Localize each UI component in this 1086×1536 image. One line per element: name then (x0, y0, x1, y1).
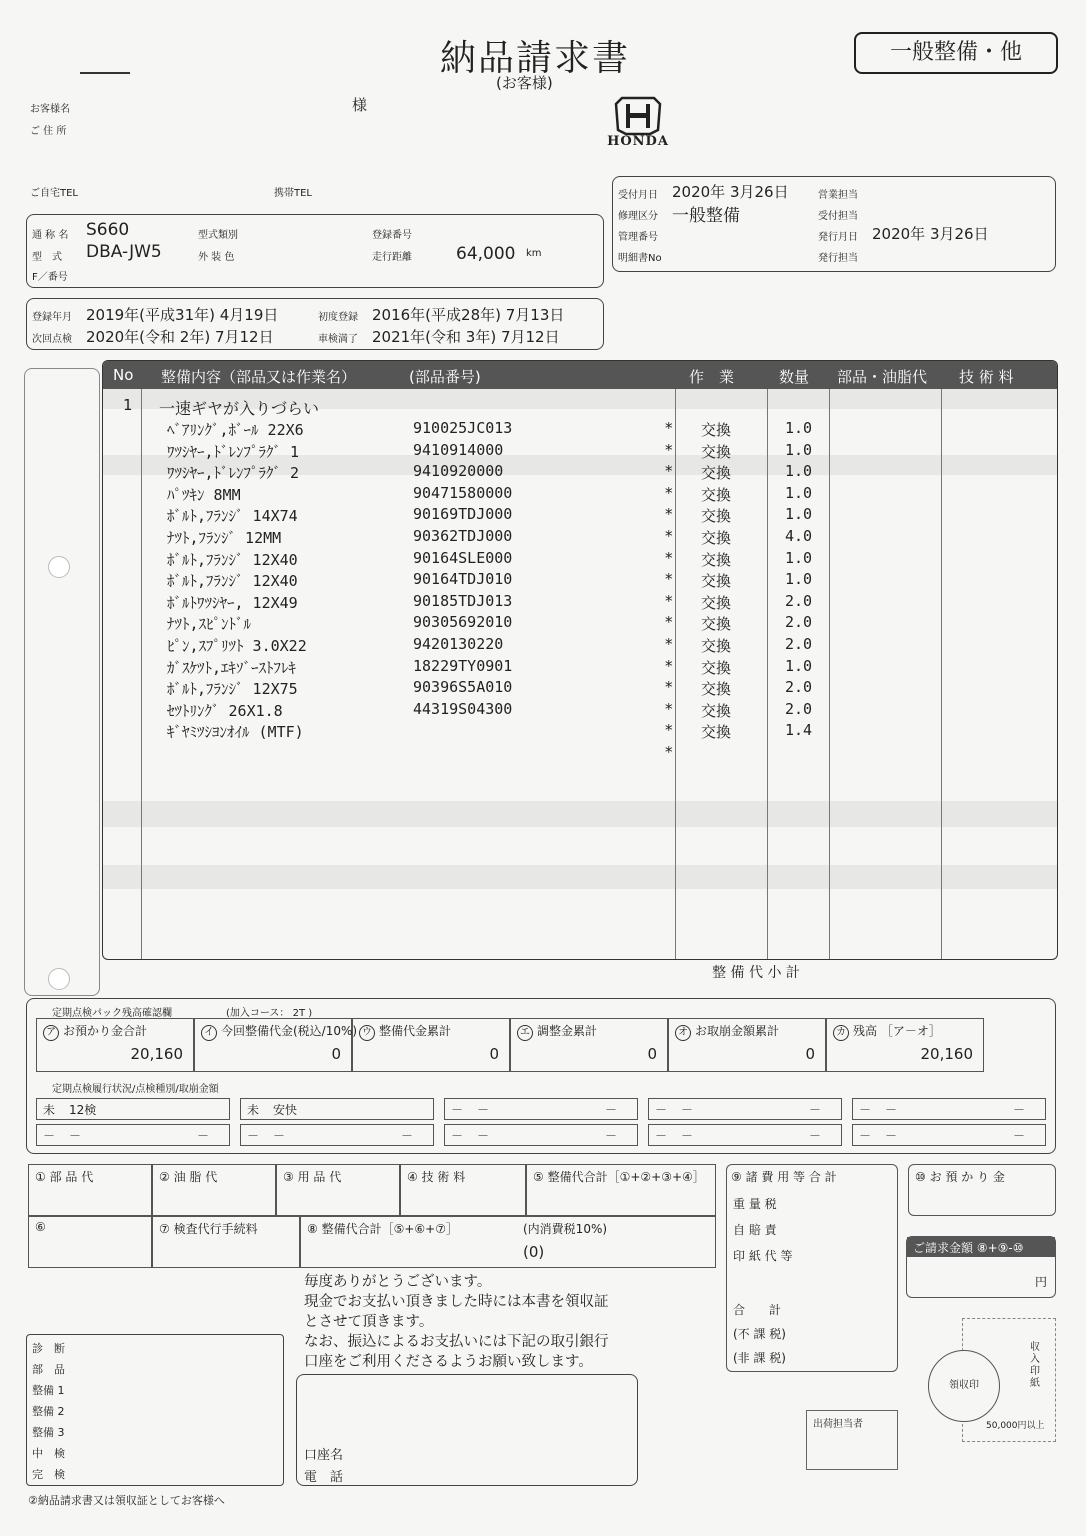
item-name: ﾎﾞﾙﾄ,ﾌﾗﾝｼﾞ 12X75 (167, 680, 298, 699)
table-row (103, 677, 1057, 699)
reg-date: 2019年(平成31年) 4月19日 (86, 306, 279, 324)
item-name: ﾅﾂﾄ,ｽﾋﾟﾝﾄﾞﾙ (167, 615, 252, 634)
part-number: 90185TDJ013 (413, 591, 513, 610)
check-label: 整備 2 (32, 1405, 65, 1418)
mileage-unit: km (526, 248, 542, 259)
pack-col: エ 調整金累計 0 (510, 1018, 668, 1072)
pack-value: 20,160 (130, 1045, 183, 1063)
item-mark: * (665, 548, 673, 567)
item-name: ﾎﾞﾙﾄ,ﾌﾗﾝｼﾞ 12X40 (167, 572, 298, 591)
address-label: ご 住 所 (30, 126, 67, 137)
category-badge: 一般整備・他 (854, 32, 1058, 74)
table-row (103, 418, 1057, 440)
check-label: 部 品 (32, 1363, 65, 1376)
item-mark: * (665, 527, 673, 545)
item-mark: * (665, 591, 673, 610)
col-no: No (113, 366, 134, 384)
model-label: 型 式 (32, 252, 62, 263)
table-row (103, 656, 1057, 678)
shaken-date: 2021年(令和 3年) 7月12日 (372, 328, 560, 346)
vehicle-name-label: 通 称 名 (32, 230, 69, 241)
work-type: 交換 (701, 637, 732, 655)
quantity: 1.0 (785, 570, 813, 589)
revenue-stamp-label: 収入印紙 (1030, 1342, 1040, 1389)
check-label: 完 検 (32, 1468, 65, 1481)
check-label: 中 検 (32, 1447, 65, 1460)
home-tel-label: ご自宅TEL (30, 188, 78, 199)
table-row (103, 591, 1057, 613)
cost-subtotal: ⑤ 整備代合計［①+②+③+④］ (526, 1164, 716, 1216)
next-inspect-label: 次回点検 (32, 334, 72, 345)
mobile-tel-label: 携帯TEL (274, 188, 312, 199)
history-cell: － － － (444, 1098, 638, 1120)
part-number: 910025JC013 (413, 419, 513, 437)
item-name: ﾅﾂﾄ,ﾌﾗﾝｼﾞ 12MM (167, 529, 282, 547)
part-number: 90362TDJ000 (413, 527, 513, 545)
part-number: 90305692010 (413, 613, 513, 632)
item-name: ﾎﾞﾙﾄ,ﾌﾗﾝｼﾞ 12X40 (167, 550, 298, 569)
subtotal-label: 整 備 代 小 計 (712, 965, 800, 981)
item-name: ﾎﾞﾙﾄﾜﾂｼﾔｰ, 12X49 (167, 593, 298, 612)
part-number: 90396S5A010 (413, 678, 513, 697)
item-name: ﾊﾟﾂｷﾝ 8MM (167, 485, 241, 504)
deposit-box: ⑩ お 預 か り 金 (908, 1164, 1056, 1216)
pack-course: (加入コース： 2T ) (226, 1008, 313, 1019)
quantity: 1.0 (785, 419, 813, 437)
work-type: 交換 (701, 658, 732, 677)
color-label: 外 装 色 (198, 252, 235, 263)
item-mark: * (665, 483, 673, 502)
reg-date-label: 登録年月 (32, 312, 72, 323)
pack-col: ア お預かり金合計 20,160 (36, 1018, 194, 1072)
history-cell: － － － (444, 1124, 638, 1146)
fees-box: ⑨ 諸 費 用 等 合 計 重 量 税 自 賠 責 印 紙 代 等 合 計 (不 課 税) (非 課 税) (726, 1164, 898, 1372)
work-type: 交換 (701, 593, 732, 612)
row-band (103, 865, 1057, 889)
pack-col: カ 残高 ［ア－オ］ 20,160 (826, 1018, 984, 1072)
honda-logo (598, 96, 678, 150)
item-mark: * (665, 656, 673, 675)
reception-label: 受付担当 (818, 211, 858, 222)
quantity: 2.0 (785, 591, 813, 610)
pack-value: 0 (331, 1045, 341, 1063)
history-cell: － － － (648, 1124, 842, 1146)
col-part-no: (部品番号) (409, 368, 481, 386)
part-number: 9410920000 (413, 462, 504, 481)
work-type: 交換 (701, 529, 732, 547)
footer-note: ②納品請求書又は領収証としてお客様へ (28, 1494, 225, 1507)
stamp-threshold: 50,000円以上 (986, 1421, 1045, 1431)
statement-no-label: 明細書No (618, 253, 662, 264)
part-number: 44319S04300 (413, 699, 513, 718)
binding-margin (24, 368, 100, 996)
receipt-seal: 領収印 (928, 1350, 1000, 1422)
item-mark: * (665, 613, 673, 632)
pack-col: ウ 整備代金累計 0 (352, 1018, 510, 1072)
part-number: 9410914000 (413, 440, 504, 459)
cost-inspection-fee: ⑦ 検査代行手続料 (152, 1216, 300, 1268)
item-mark: * (665, 570, 673, 589)
quantity: 1.0 (785, 462, 813, 481)
work-type: 交換 (701, 421, 732, 439)
sales-label: 営業担当 (818, 190, 858, 201)
honda-h-icon (598, 96, 678, 136)
work-type: 交換 (701, 485, 732, 504)
item-mark: * (665, 699, 673, 718)
circle-mark: イ (201, 1025, 217, 1041)
col-content: 整備内容（部品又は作業名） (161, 368, 357, 386)
item-mark: * (665, 505, 673, 524)
quantity: 1.0 (785, 483, 813, 502)
mileage-label: 走行距離 (372, 252, 412, 263)
task-row (103, 395, 1057, 417)
work-type: 交換 (701, 550, 732, 569)
item-name: ﾋﾟﾝ,ｽﾌﾟﾘﾂﾄ 3.0X22 (167, 637, 307, 655)
pack-col: イ 今回整備代金(税込/10%) 0 (194, 1018, 352, 1072)
mileage-value: 64,000 (456, 244, 516, 264)
work-type: 交換 (701, 572, 732, 591)
type-class-label: 型式類別 (198, 230, 238, 241)
task-title: 一速ギヤが入りづらい (159, 399, 320, 418)
table-row (103, 504, 1057, 526)
work-type: 交換 (701, 507, 732, 526)
part-number: 90169TDJ000 (413, 505, 513, 524)
check-label: 整備 1 (32, 1384, 65, 1397)
cost-parts: ① 部 品 代 (28, 1164, 152, 1216)
work-type: 交換 (701, 680, 732, 699)
item-name: ﾜﾂｼﾔｰ,ﾄﾞﾚﾝﾌﾟﾗｸﾞ 2 (167, 464, 300, 483)
received-date: 2020年 3月26日 (672, 183, 789, 201)
quantity: 2.0 (785, 613, 813, 632)
item-mark: * (665, 419, 673, 437)
quantity: 2.0 (785, 699, 813, 718)
doc-subtitle: (お客様) (496, 74, 553, 92)
shaken-label: 車検満了 (318, 334, 358, 345)
quantity: 1.0 (785, 656, 813, 675)
col-parts: 部品・油脂代 (837, 368, 928, 386)
quantity: 1.0 (785, 505, 813, 524)
vehicle-name: S660 (86, 220, 130, 240)
thanks-message: 毎度ありがとうございます。 現金でお支払い頂きました時には本書を領収証 とさせて頂きます。 なお、振込によるお支払いには下記の取引銀行 口座をご利用くださるようお願い致します。 (304, 1274, 609, 1370)
item-name: ﾜﾂｼﾔｰ,ﾄﾞﾚﾝﾌﾟﾗｸﾞ 1 (167, 442, 300, 461)
check-label: 診 断 (32, 1342, 65, 1355)
work-type: 交換 (701, 615, 732, 634)
pack-value: 20,160 (920, 1045, 973, 1063)
pack-value: 0 (489, 1045, 499, 1063)
history-cell: － － － (240, 1124, 434, 1146)
history-cell: － － － (852, 1098, 1046, 1120)
part-number: 18229TY0901 (413, 656, 513, 675)
part-number: 90164TDJ010 (413, 570, 513, 589)
repair-type: 一般整備 (672, 206, 740, 226)
item-mark: * (665, 743, 673, 761)
table-row (103, 612, 1057, 634)
row-band (103, 801, 1057, 827)
work-type: 交換 (701, 723, 732, 742)
part-number: 9420130220 (413, 635, 504, 653)
item-name: ｾﾂﾄﾘﾝｸﾞ 26X1.8 (167, 701, 283, 720)
bank-box (296, 1374, 638, 1486)
history-cell: － － － (648, 1098, 842, 1120)
table-row (103, 548, 1057, 570)
circle-mark: カ (833, 1025, 849, 1041)
issued-label: 発行月日 (818, 232, 858, 243)
table-row (103, 699, 1057, 721)
part-number: 90471580000 (413, 483, 513, 502)
cost-6: ⑥ (28, 1216, 152, 1268)
item-name: ﾍﾞｱﾘﾝｸﾞ,ﾎﾞｰﾙ 22X6 (167, 421, 304, 439)
honorific: 様 (352, 96, 368, 114)
history-cell: － － － (852, 1124, 1046, 1146)
issuer-label: 発行担当 (818, 253, 858, 264)
pack-col: オ お取崩金額累計 0 (668, 1018, 826, 1072)
cost-goods: ③ 用 品 代 (276, 1164, 400, 1216)
circle-mark: ウ (359, 1025, 375, 1041)
circle-mark: エ (517, 1025, 533, 1041)
doc-title: 納品請求書 (440, 38, 631, 79)
pack-value: 0 (805, 1045, 815, 1063)
reg-no-label: 登録番号 (372, 230, 412, 241)
task-no: 1 (123, 396, 133, 414)
item-name: ﾎﾞﾙﾄ,ﾌﾗﾝｼﾞ 14X74 (167, 507, 298, 526)
circle-mark: オ (675, 1025, 691, 1041)
frame-label: F／番号 (32, 272, 68, 283)
table-row (103, 440, 1057, 462)
table-row (103, 742, 1057, 764)
circle-mark: ア (43, 1025, 59, 1041)
quantity: 2.0 (785, 635, 813, 653)
quantity: 4.0 (785, 527, 813, 545)
cost-oil: ② 油 脂 代 (152, 1164, 276, 1216)
check-label: 整備 3 (32, 1426, 65, 1439)
pack-value: 0 (647, 1045, 657, 1063)
item-mark: * (665, 678, 673, 697)
phone-label: 電 話 (304, 1470, 344, 1485)
billing-box: ご請求金額 ⑧+⑨-⑩ 円 (906, 1236, 1056, 1298)
quantity: 1.0 (785, 548, 813, 567)
work-type: 交換 (701, 701, 732, 720)
item-mark: * (665, 462, 673, 481)
header-rule (80, 72, 130, 74)
cost-labor: ④ 技 術 料 (400, 1164, 526, 1216)
table-row (103, 461, 1057, 483)
table-row (103, 720, 1057, 742)
quantity: 1.0 (785, 440, 813, 459)
work-type: 交換 (701, 464, 732, 483)
first-reg-label: 初度登録 (318, 312, 358, 323)
work-type: 交換 (701, 442, 732, 461)
dispatcher-box: 出荷担当者 (806, 1410, 898, 1470)
pack-title: 定期点検パック残高確認欄 (52, 1008, 172, 1019)
table-row (103, 569, 1057, 591)
first-reg-date: 2016年(平成28年) 7月13日 (372, 306, 565, 324)
cost-total: ⑧ 整備代合計［⑤+⑥+⑦］ (内消費税10%) (0) (300, 1216, 716, 1268)
item-name: ｶﾞｽｹﾂﾄ,ｴｷｿﾞｰｽﾄﾌﾚｷ (167, 658, 297, 677)
col-qty: 数量 (779, 368, 810, 386)
item-mark: * (665, 635, 673, 653)
table-row (103, 483, 1057, 505)
received-label: 受付月日 (618, 190, 658, 201)
issued-date: 2020年 3月26日 (872, 225, 989, 243)
customer-name-label: お客様名 (30, 104, 70, 115)
quantity: 2.0 (785, 678, 813, 697)
model-value: DBA-JW5 (86, 242, 162, 262)
account-label: 口座名 (304, 1448, 344, 1463)
table-row (103, 634, 1057, 656)
history-cell: 未 安快 (240, 1098, 434, 1120)
next-inspect-date: 2020年(令和 2年) 7月12日 (86, 328, 274, 346)
quantity: 1.4 (785, 721, 813, 740)
history-cell: － － － (36, 1124, 230, 1146)
item-name: ｷﾞﾔﾐﾂｼﾖﾝｵｲﾙ (MTF) (167, 723, 304, 742)
history-title: 定期点検履行状況/点検種別/取崩金額 (52, 1084, 219, 1095)
brand-name: HONDA (607, 134, 669, 149)
col-labor: 技 術 料 (959, 368, 1014, 386)
repair-type-label: 修理区分 (618, 211, 658, 222)
item-mark: * (665, 721, 673, 740)
history-cell: 未 12検 (36, 1098, 230, 1120)
table-header (103, 361, 1057, 389)
table-row (103, 526, 1057, 548)
manage-no-label: 管理番号 (618, 232, 658, 243)
items-table (102, 360, 1058, 960)
col-work: 作 業 (689, 368, 735, 386)
part-number: 90164SLE000 (413, 548, 513, 567)
item-mark: * (665, 440, 673, 459)
